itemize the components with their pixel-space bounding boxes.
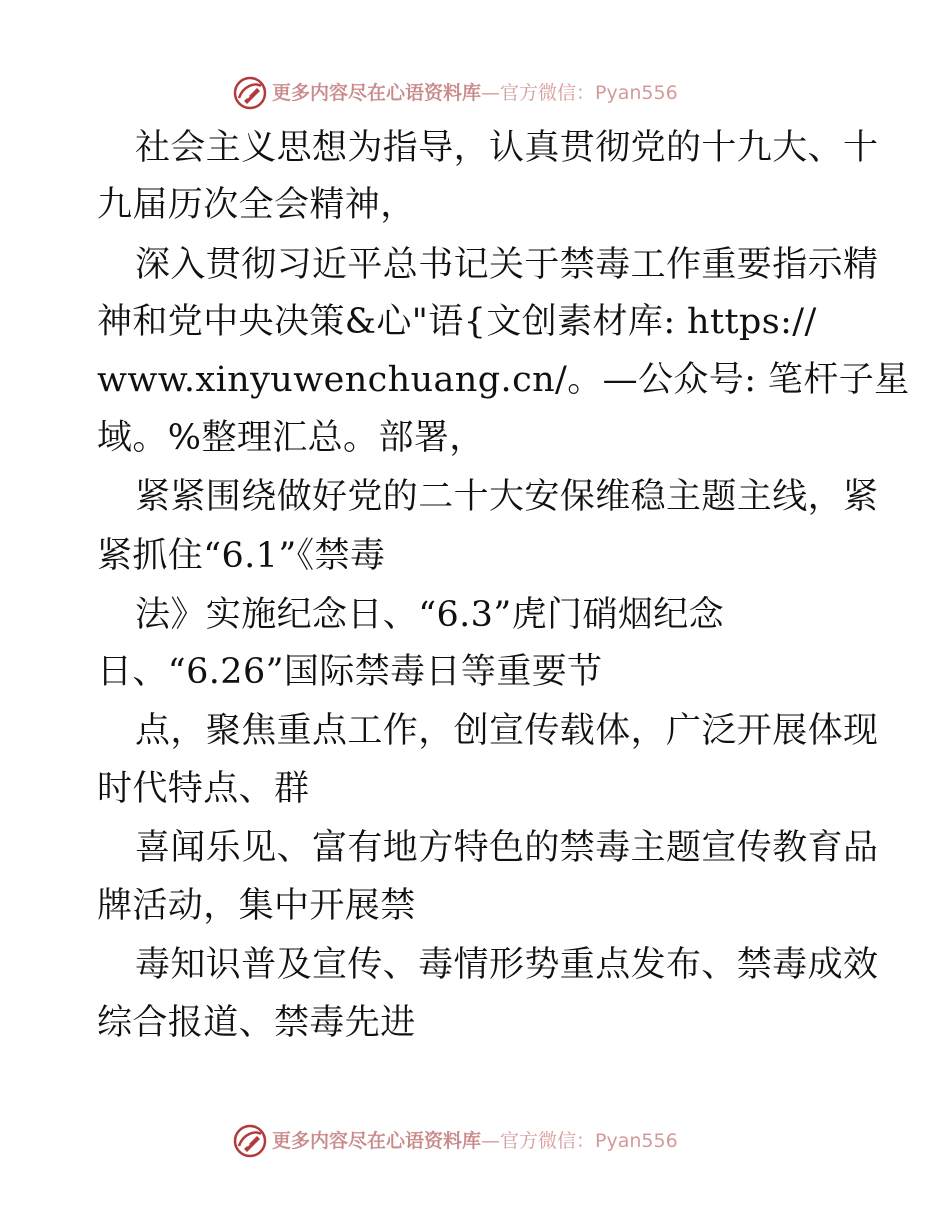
text-line: 牌活动，集中开展禁 xyxy=(97,886,416,926)
pen-logo-icon xyxy=(233,1124,267,1158)
text-line: 毒知识普及宣传、毒情形势重点发布、禁毒成效 xyxy=(135,945,879,985)
watermark-footer xyxy=(0,1120,950,1160)
text-line: 神和党中央决策&心"语{文创素材库: https:// xyxy=(97,302,817,342)
watermark-header xyxy=(0,72,950,112)
pen-logo-icon xyxy=(233,76,267,110)
text-line: 点，聚焦重点工作，创宣传载体，广泛开展体现 xyxy=(135,711,879,751)
watermark-sub-text: —官方微信：Pyan556 xyxy=(481,1130,678,1152)
text-line: 社会主义思想为指导，认真贯彻党的十九大、十 xyxy=(135,128,879,168)
text-line: 日、“6.26”国际禁毒日等重要节 xyxy=(97,652,603,692)
text-line: 深入贯彻习近平总书记关于禁毒工作重要指示精 xyxy=(135,245,879,285)
text-line: 喜闻乐见、富有地方特色的禁毒主题宣传教育品 xyxy=(135,828,879,868)
text-line: 综合报道、禁毒先进 xyxy=(97,1003,416,1043)
watermark-sub-text: —官方微信：Pyan556 xyxy=(481,82,678,104)
text-line: 紧紧围绕做好党的二十大安保维稳主题主线，紧 xyxy=(135,477,879,517)
text-line: 域。%整理汇总。部署， xyxy=(97,418,485,458)
text-line: www.xinyuwenchuang.cn/。—公众号: 笔杆子星 xyxy=(97,360,910,400)
watermark-main-text: 更多内容尽在心语资料库 xyxy=(272,1130,482,1152)
text-line: 九届历次全会精神， xyxy=(97,185,416,225)
text-line: 时代特点、群 xyxy=(97,769,310,809)
text-line: 法》实施纪念日、“6.3”虎门硝烟纪念 xyxy=(135,595,725,635)
text-line: 紧抓住“6.1”《禁毒 xyxy=(97,536,386,576)
watermark-label xyxy=(272,1129,678,1153)
watermark-main-text: 更多内容尽在心语资料库 xyxy=(272,82,482,104)
watermark-label xyxy=(272,81,678,105)
